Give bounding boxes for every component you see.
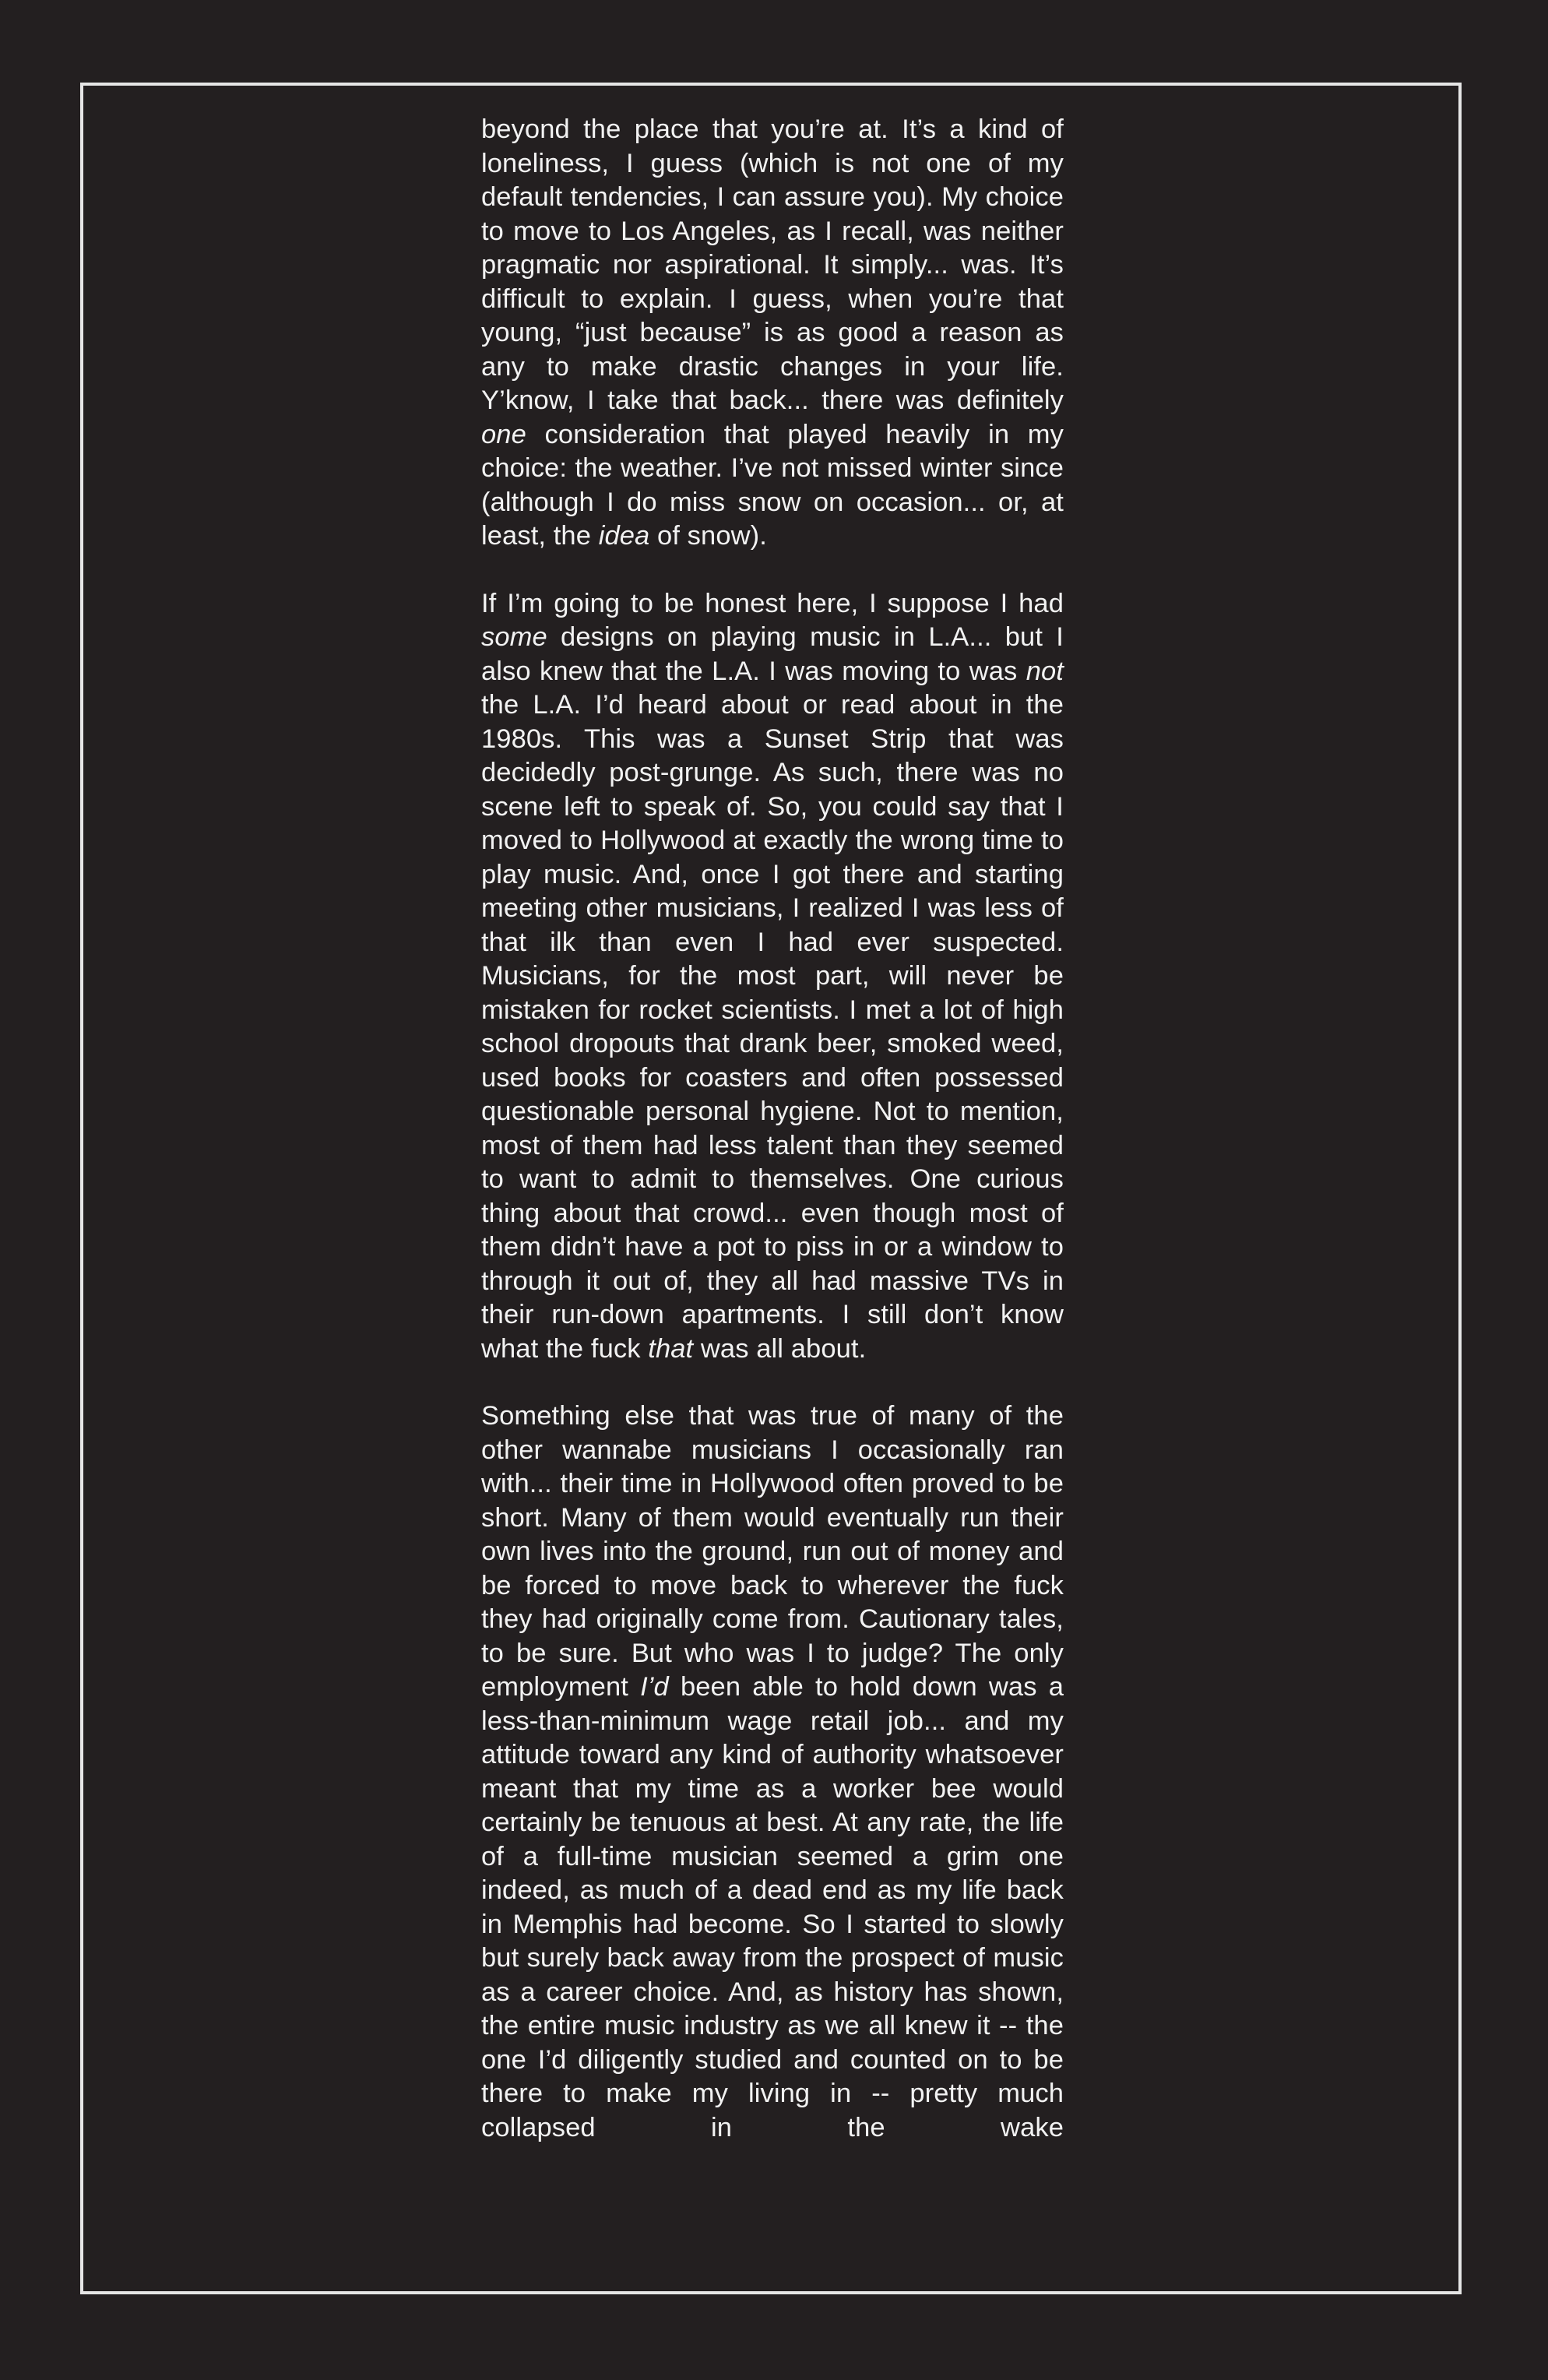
text-run-italic: not bbox=[1026, 656, 1064, 686]
text-run: the L.A. I’d heard about or read about in the 1980s. This was a Sunset Strip that was decidedly post-grunge. As such, there was no scene left to speak of. So, you could say that I moved to Hollywood at exactly the wrong time to play music. And, once I got there and starting meeting other musicians, I realized I was less of that ilk than even I had ever suspected. Musicians, for the most part, will never be mistaken for rocket scientists. I met a lot of high school dropouts that drank beer, smoked weed, used books for coasters and often possessed questionable personal hygiene. Not to mention, most of them had less talent than they seemed to want to admit to themselves. One curious thing about that crowd... even though most of them didn’t have a pot to piss in or a window to through it out of, they all had massive TVs in their run-down apartments. I still don’t know what the fuck bbox=[481, 690, 1064, 1364]
text-run: of snow). bbox=[649, 521, 767, 551]
text-run: was all about. bbox=[693, 1333, 867, 1364]
text-run: Something else that was true of many of the other wannabe musicians I occasionally ran with... their time in Hollywood often proved to be short. Many of them would eventually run their own lives into the ground, run out of money and be forced to move back to wherever the fuck they had originally come from. Cautionary tales, to be sure. But who was I to judge? The only employment bbox=[481, 1401, 1064, 1702]
text-run: beyond the place that you’re at. It’s a kind of loneliness, I guess (which is not one of my default tendencies, I can assure you). My choice to move to Los Angeles, as I recall, was neither pragmatic nor aspirational. It simply... was. It’s difficult to explain. I guess, when you’re that young, “just because” is as good a reason as any to make drastic changes in your life. Y’know, I take that back... there was definitely bbox=[481, 114, 1064, 415]
text-run: If I’m going to be honest here, I suppose I had bbox=[481, 588, 1064, 618]
text-run-italic: I’d bbox=[640, 1672, 669, 1702]
paragraph-3 bbox=[481, 1399, 1064, 2145]
text-run-italic: one bbox=[481, 419, 526, 449]
text-run: designs on playing music in L.A... but I also knew that the L.A. I was moving to was bbox=[481, 622, 1064, 686]
text-run-italic: some bbox=[481, 622, 547, 652]
text-run: been able to hold down was a less-than-minimum wage retail job... and my attitude toward any kind of authority whatsoever meant that my time as a worker bee would certainly be tenuous at best. At any rate, the life of a full-time musician seemed a grim one indeed, as much of a dead end as my life back in Memphis had become. So I started to slowly but surely back away from the prospect of music as a career choice. And, as history has shown, the entire music industry as we all knew it -- the one I’d diligently studied and counted on to be there to make my living in -- pretty much collapsed in the wake bbox=[481, 1672, 1064, 2142]
text-run-italic: idea bbox=[598, 521, 650, 551]
text-run: consideration that played heavily in my choice: the weather. I’ve not missed winter since (although I do miss snow on occasion... or, at least, the bbox=[481, 419, 1064, 551]
paragraph-1 bbox=[481, 113, 1064, 554]
body-text-column bbox=[481, 113, 1064, 2145]
paragraph-2 bbox=[481, 587, 1064, 1367]
text-run-italic: that bbox=[648, 1333, 694, 1364]
